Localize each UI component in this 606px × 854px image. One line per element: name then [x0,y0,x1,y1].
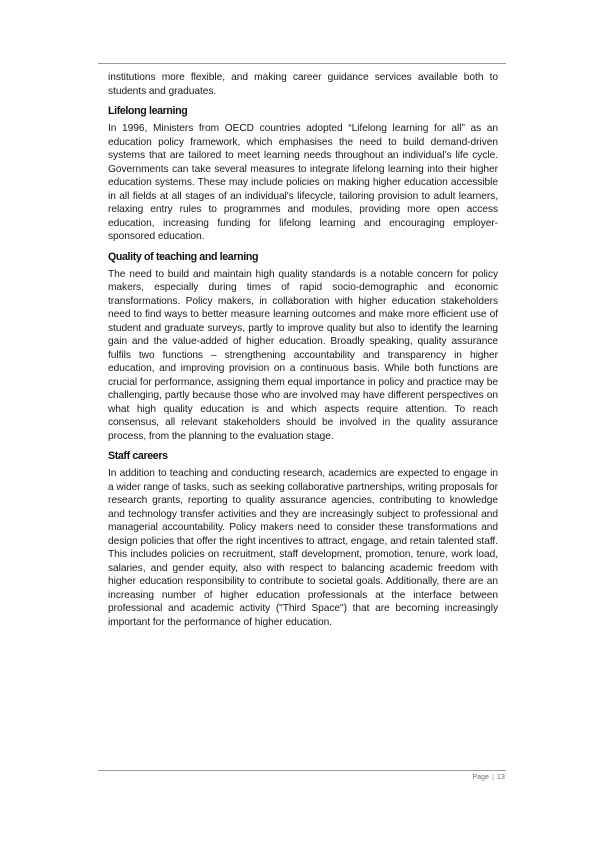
document-body [108,71,498,629]
footer-rule [98,770,506,771]
page-footer [472,774,505,781]
section-body-lifelong-learning: In 1996, Ministers from OECD countries adopted “Lifelong learning for all” as an education policy framework, which emphasises the need to build demand-driven systems that are tailored to meet learning needs throughout an individual’s life cycle. Governments can take several measures to integrate lifelong learning into their higher education systems. These may include policies on making higher education accessible in all fields at all stages of an individual's lifecycle, tailoring provision to adult learners, relaxing entry rules to programmes and modules, providing more open access education, increasing funding for lifelong learning and encouraging employer-sponsored education. [108,123,498,242]
intro-paragraph: institutions more flexible, and making career guidance services available both to students and graduates. [108,72,498,97]
header-rule [98,63,506,64]
page-number: 13 [497,774,505,781]
section-body-staff-careers: In addition to teaching and conducting research, academics are expected to engage in a wider range of tasks, such as seeking collaborative partnerships, writing proposals for research grants, reporting to quality assurance agencies, contributing to knowledge and technology transfer activities and they are increasingly subject to professional and managerial accountability. Policy makers need to consider these transformations and design policies that offer the right incentives to attract, engage, and retain talented staff. This includes policies on recruitment, staff development, promotion, tenure, work load, salaries, and gender equity, also with respect to balancing academic freedom with higher education responsibility to contribute to societal goals. Additionally, there are an increasing number of higher education professionals at the interface between professional and academic activity ("Third Space") that are becoming increasingly important for the performance of higher education. [108,468,498,628]
page-label: Page [472,774,490,781]
section-heading-lifelong-learning: Lifelong learning [108,105,188,117]
section-heading-quality-teaching: Quality of teaching and learning [108,250,259,263]
page-separator: | [492,774,494,781]
section-heading-staff-careers: Staff careers [108,450,168,462]
section-body-quality-teaching: The need to build and maintain high quality standards is a notable concern for policy makers, especially during times of rapid socio-demographic and economic transformations. Policy makers, in collaboration with higher education stakeholders need to find ways to better measure learning outcomes and make more efficient use of student and graduate surveys, partly to improve quality but also to identify the learning gain and the value-added of higher education. Broadly speaking, quality assurance fulfils two functions – strengthening accountability and transparency in higher education, and improving provision on a continuous basis. While both functions are crucial for performance, assigning them equal importance in policy and practice may be challenging, partly because those who are involved may have different perspectives on what high quality education is and which aspects require attention. To reach consensus, all relevant stakeholders should be involved in the quality assurance process, from the planning to the evaluation stage. [108,268,498,442]
